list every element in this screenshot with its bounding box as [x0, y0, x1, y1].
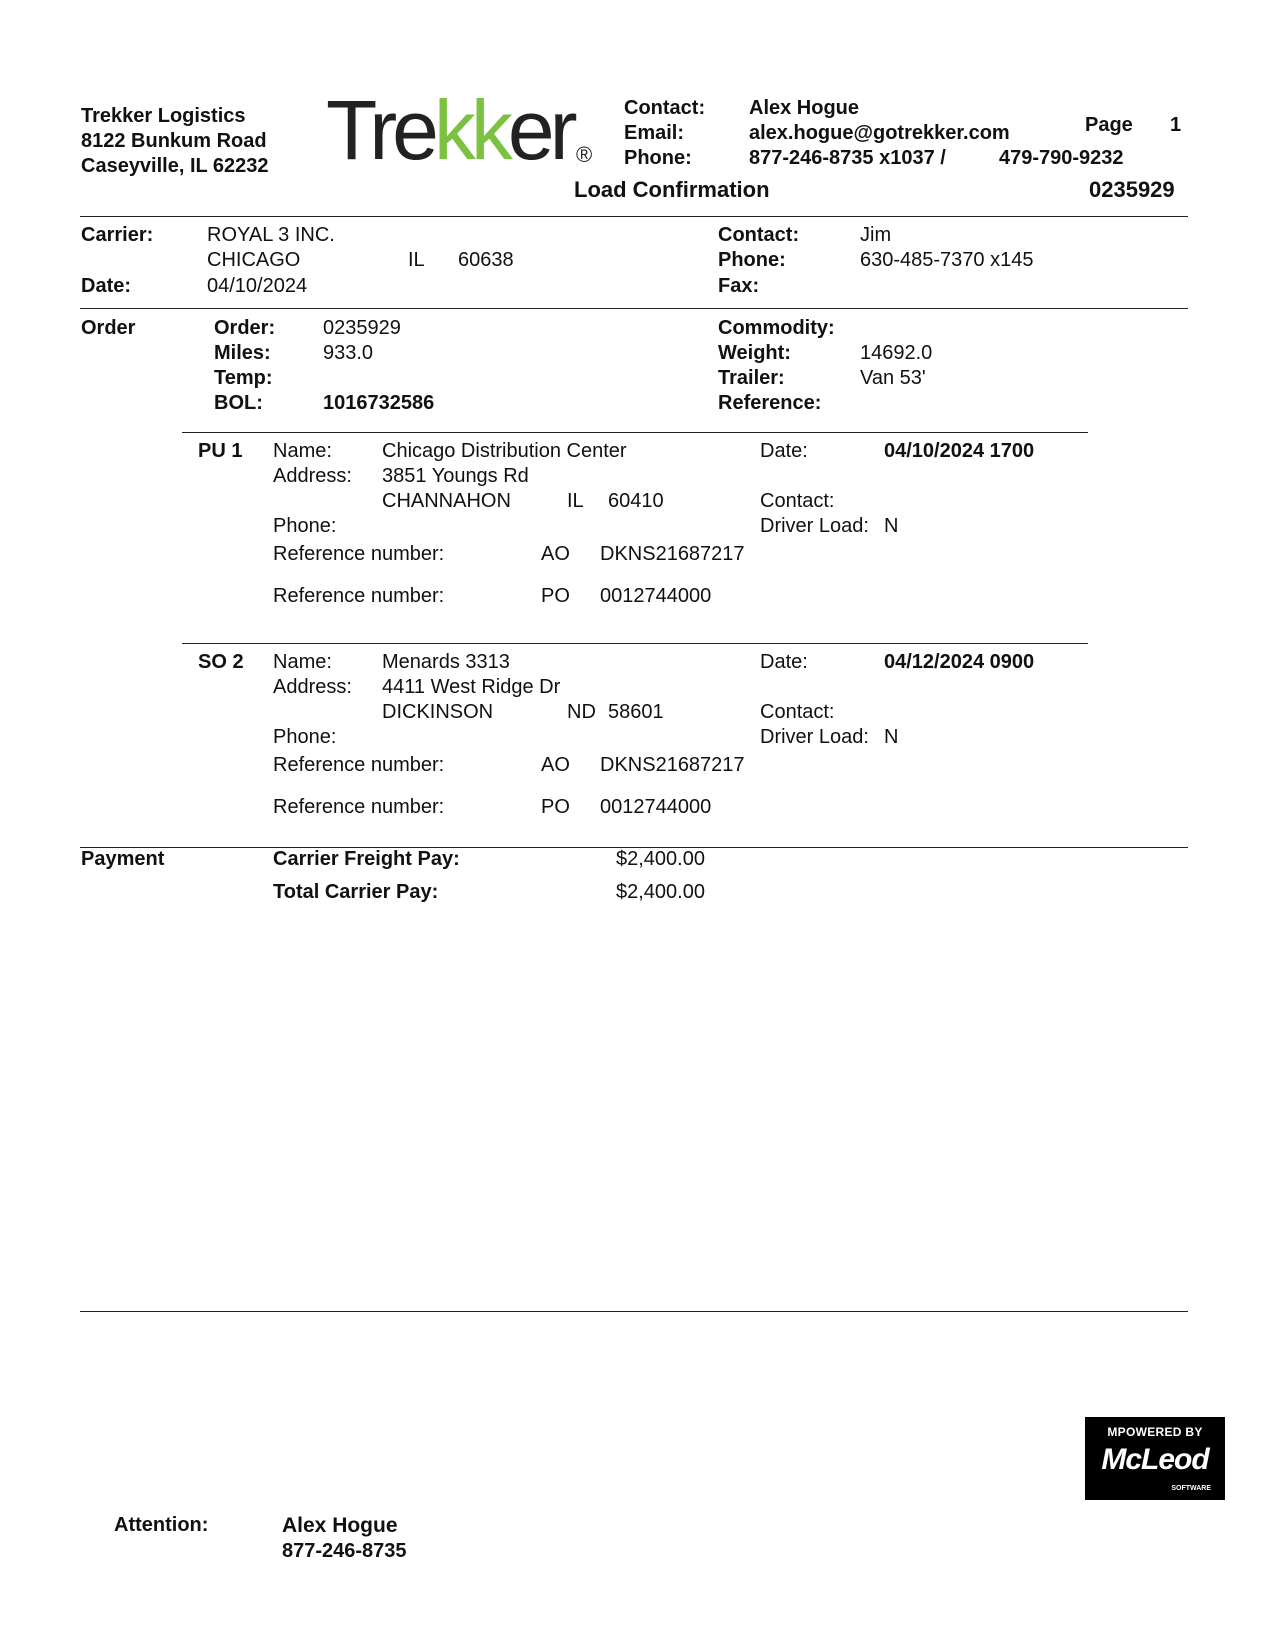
stop-driver-load-label: Driver Load: — [760, 515, 869, 537]
trailer-value: Van 53' — [860, 367, 926, 389]
reference-type: PO — [541, 585, 570, 607]
carrier-label: Carrier: — [81, 224, 154, 246]
stop-phone-label: Phone: — [273, 515, 337, 537]
carrier-zip: 60638 — [458, 249, 514, 271]
order-section-label: Order — [81, 317, 136, 339]
order-number: 0235929 — [323, 317, 401, 339]
carrier-name: ROYAL 3 INC. — [207, 224, 335, 246]
stop-address-label: Address: — [273, 676, 352, 698]
reference-number-label: Reference number: — [273, 543, 445, 565]
reference-number-label: Reference number: — [273, 754, 445, 776]
stop-code: PU 1 — [198, 440, 243, 462]
total-pay-label: Total Carrier Pay: — [273, 881, 439, 903]
reference-type: AO — [541, 754, 570, 776]
mcleod-badge — [1085, 1417, 1225, 1500]
stop-date: 04/12/2024 0900 — [884, 651, 1035, 673]
registered-mark-icon: ® — [576, 142, 593, 167]
divider — [80, 308, 1188, 309]
temp-label: Temp: — [214, 367, 273, 389]
freight-pay-value: $2,400.00 — [616, 848, 705, 870]
carrier-contact-label: Contact: — [718, 224, 800, 246]
header-contact-value: Alex Hogue — [749, 97, 860, 119]
stop-contact-label: Contact: — [760, 490, 835, 512]
reference-type: AO — [541, 543, 570, 565]
reference-value: 0012744000 — [600, 585, 712, 607]
miles-label: Miles: — [214, 342, 271, 364]
reference-value: DKNS21687217 — [600, 543, 745, 565]
attention-phone: 877-246-8735 — [282, 1540, 407, 1562]
badge-bottom-text: SOFTWARE — [1171, 1485, 1211, 1492]
stop-driver-load: N — [884, 726, 899, 748]
stop-code: SO 2 — [198, 651, 244, 673]
stop-name-label: Name: — [273, 440, 332, 462]
badge-top-text: MPOWERED BY — [1107, 1425, 1203, 1439]
stop-phone-label: Phone: — [273, 726, 337, 748]
stop-address: 3851 Youngs Rd — [382, 465, 529, 487]
document-title: Load Confirmation — [574, 177, 770, 202]
weight-value: 14692.0 — [860, 342, 933, 364]
company-city-state-zip: Caseyville, IL 62232 — [81, 155, 269, 177]
attention-name: Alex Hogue — [282, 1514, 398, 1537]
carrier-contact: Jim — [860, 224, 892, 246]
stop-zip: 58601 — [608, 701, 664, 723]
miles-value: 933.0 — [323, 342, 374, 364]
freight-pay-label: Carrier Freight Pay: — [273, 848, 460, 870]
stop-state: IL — [567, 490, 584, 512]
reference-number-label: Reference number: — [273, 585, 445, 607]
reference-number-label: Reference number: — [273, 796, 445, 818]
stop-driver-load-label: Driver Load: — [760, 726, 869, 748]
stop-contact-label: Contact: — [760, 701, 835, 723]
divider — [80, 216, 1188, 217]
order-label: Order: — [214, 317, 276, 339]
header-phone-label: Phone: — [624, 147, 692, 169]
reference-type: PO — [541, 796, 570, 818]
trekker-logo: Trekker ® — [326, 83, 593, 177]
trailer-label: Trailer: — [718, 367, 785, 389]
stop-address-label: Address: — [273, 465, 352, 487]
page-label: Page — [1085, 114, 1133, 136]
stop-name-label: Name: — [273, 651, 332, 673]
stop-date: 04/10/2024 1700 — [884, 440, 1035, 462]
header-phone-value: 877-246-8735 x1037 / — [749, 147, 946, 169]
stop-city: CHANNAHON — [382, 490, 511, 512]
stop-driver-load: N — [884, 515, 899, 537]
stop-name: Chicago Distribution Center — [382, 440, 627, 462]
carrier-date-label: Date: — [81, 275, 132, 297]
stop-city: DICKINSON — [382, 701, 494, 723]
document-number: 0235929 — [1089, 177, 1175, 202]
carrier-phone-label: Phone: — [718, 249, 786, 271]
carrier-fax-label: Fax: — [718, 275, 760, 297]
header-phone-value-2: 479-790-9232 — [999, 147, 1124, 169]
reference-value: 0012744000 — [600, 796, 712, 818]
attention-label: Attention: — [114, 1514, 209, 1536]
bol-value: 1016732586 — [323, 392, 435, 414]
stop-date-label: Date: — [760, 651, 808, 673]
stop-state: ND — [567, 701, 596, 723]
carrier-city: CHICAGO — [207, 249, 301, 271]
carrier-state: IL — [408, 249, 425, 271]
badge-main-text: McLeod — [1101, 1443, 1209, 1476]
reference-value: DKNS21687217 — [600, 754, 745, 776]
total-pay-value: $2,400.00 — [616, 881, 705, 903]
divider — [80, 1311, 1188, 1312]
page-number: 1 — [1170, 114, 1182, 136]
weight-label: Weight: — [718, 342, 791, 364]
carrier-date: 04/10/2024 — [207, 275, 308, 297]
carrier-phone: 630-485-7370 x145 — [860, 249, 1034, 271]
divider — [182, 432, 1088, 433]
stop-address: 4411 West Ridge Dr — [382, 676, 561, 698]
company-name: Trekker Logistics — [81, 105, 246, 127]
bol-label: BOL: — [214, 392, 263, 414]
company-street: 8122 Bunkum Road — [81, 130, 267, 152]
reference-label: Reference: — [718, 392, 822, 414]
divider — [182, 643, 1088, 644]
header-contact-label: Contact: — [624, 97, 706, 119]
header-email-value: alex.hogue@gotrekker.com — [749, 122, 1010, 144]
stop-name: Menards 3313 — [382, 651, 510, 673]
payment-section-label: Payment — [81, 848, 165, 870]
stop-date-label: Date: — [760, 440, 808, 462]
header-email-label: Email: — [624, 122, 685, 144]
stop-zip: 60410 — [608, 490, 664, 512]
commodity-label: Commodity: — [718, 317, 835, 339]
